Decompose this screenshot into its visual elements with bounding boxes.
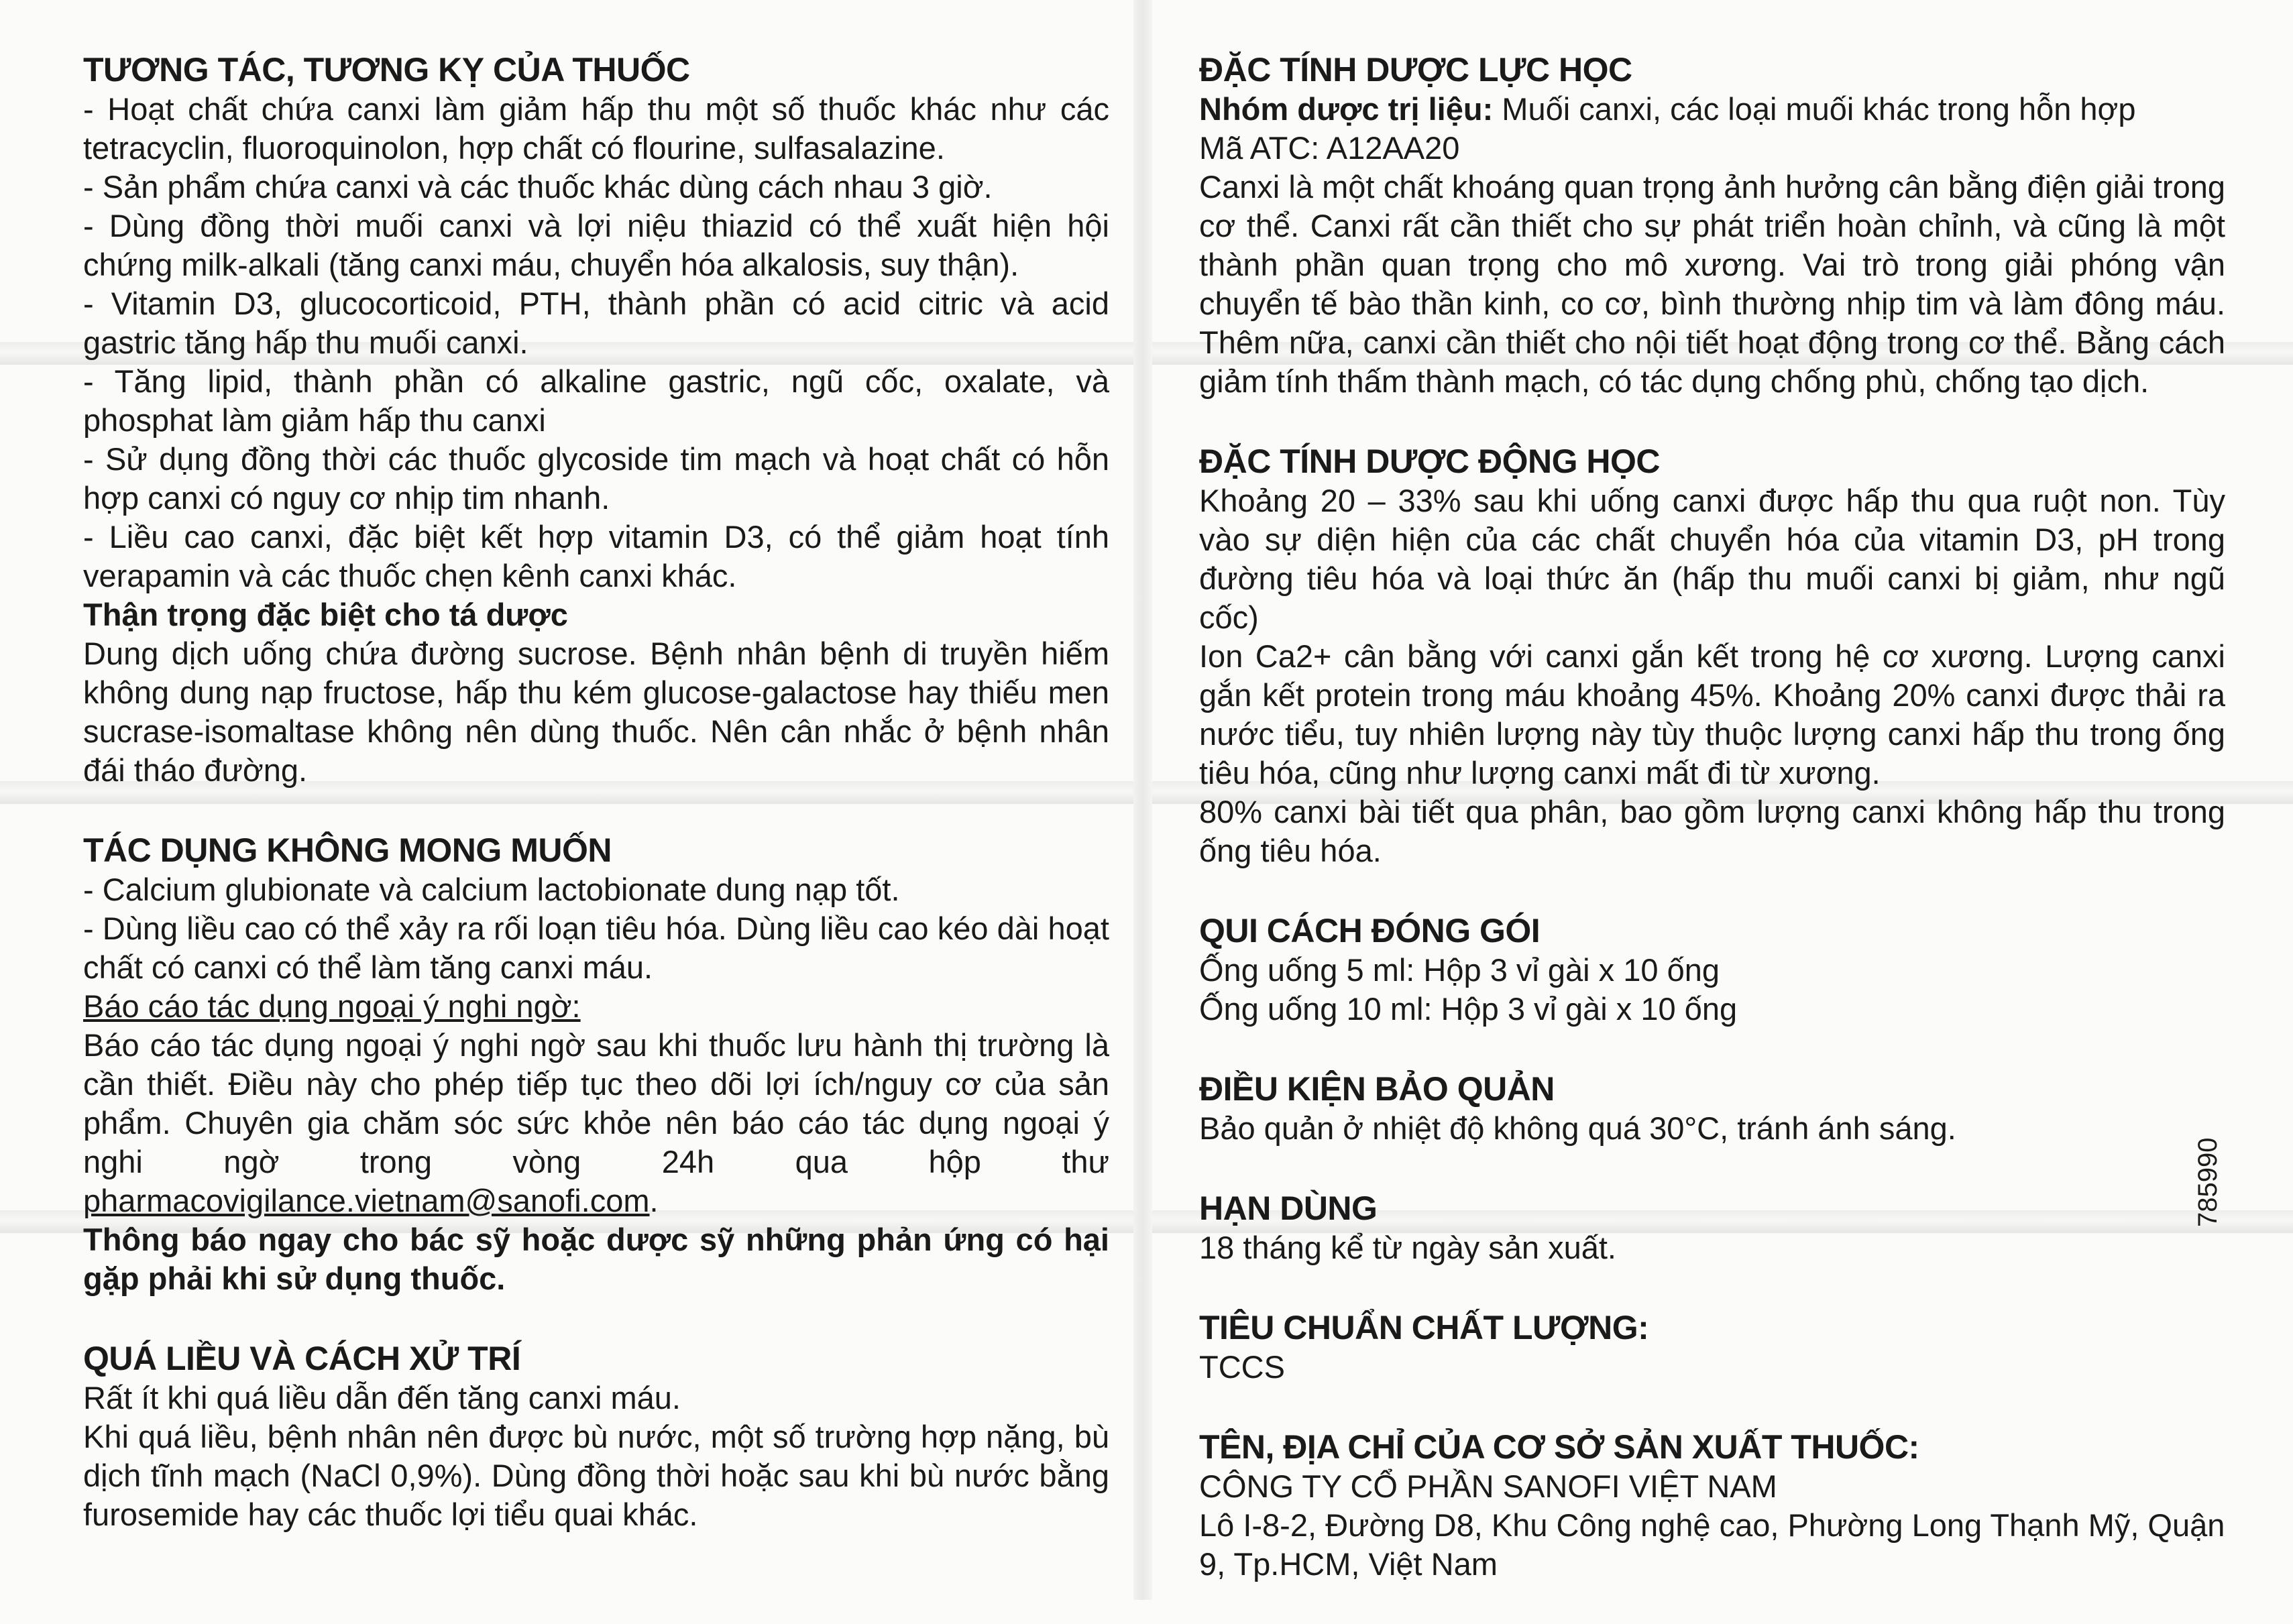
storage-text: Bảo quản ở nhiệt độ không quá 30°C, tránh ánh sáng. [1199, 1110, 1956, 1146]
section-heading: QUI CÁCH ĐÓNG GÓI [1199, 912, 1541, 949]
section-heading: ĐIỀU KIỆN BẢO QUẢN [1199, 1070, 1555, 1108]
report-end: . [649, 1183, 659, 1218]
therapeutic-group [1199, 90, 2225, 129]
section-quality-standard [1199, 1308, 2225, 1387]
interaction-item: - Sử dụng đồng thời các thuốc glycoside tim mạch và hoạt chất có hỗn hợp canxi có nguy cơ nhịp tim nhanh. [83, 441, 1109, 516]
section-heading: HẠN DÙNG [1199, 1190, 1378, 1227]
interaction-item: - Vitamin D3, glucocorticoid, PTH, thành phần có acid citric và acid gastric tăng hấp thu muối canxi. [83, 286, 1109, 360]
section-adverse-effects [83, 830, 1109, 1298]
interaction-item: - Dùng đồng thời muối canxi và lợi niệu thiazid có thể xuất hiện hội chứng milk-alkali (tăng canxi máu, chuyển hóa alkalosis, suy thận). [83, 208, 1109, 282]
pharmacokinetics-text: Ion Ca2+ cân bằng với canxi gắn kết trong hệ cơ xương. Lượng canxi gắn kết protein trong máu khoảng 45%. Khoảng 20% canxi được thải ra nước tiểu, tuy nhiên lượng này tùy thuộc lượng canxi hấp thu trong ống tiêu hóa, cũng như lượng canxi mất đi từ xương. [1199, 638, 2225, 791]
quality-text: TCCS [1199, 1349, 1285, 1385]
section-interactions [83, 50, 1109, 790]
interaction-item: - Hoạt chất chứa canxi làm giảm hấp thu một số thuốc khác như các tetracyclin, fluoroquinolon, hợp chất có flourine, sulfasalazine. [83, 91, 1109, 166]
section-storage [1199, 1069, 2225, 1148]
excipient-caution-heading: Thận trọng đặc biệt cho tá dược [83, 597, 568, 632]
interaction-item: - Sản phẩm chứa canxi và các thuốc khác dùng cách nhau 3 giờ. [83, 169, 993, 205]
interaction-item: - Liều cao canxi, đặc biệt kết hợp vitamin D3, có thể giảm hoạt tính verapamin và các thuốc chẹn kênh canxi khác. [83, 519, 1109, 593]
right-column [1199, 50, 2225, 1624]
packaging-line: Ống uống 5 ml: Hộp 3 vỉ gài x 10 ống [1199, 952, 1720, 988]
section-heading: TIÊU CHUẨN CHẤT LƯỢNG: [1199, 1309, 1649, 1346]
excipient-caution-text: Dung dịch uống chứa đường sucrose. Bệnh nhân bệnh di truyền hiếm không dung nạp fructose, hấp thu kém glucose-galactose hay thiếu men sucrase-isomaltase không nên dùng thuốc. Nên cân nhắc ở bệnh nhân đái tháo đường. [83, 636, 1109, 788]
atc-code: Mã ATC: A12AA20 [1199, 130, 1460, 166]
section-heading: QUÁ LIỀU VÀ CÁCH XỬ TRÍ [83, 1340, 521, 1377]
overdose-text: Khi quá liều, bệnh nhân nên được bù nước, một số trường hợp nặng, bù dịch tĩnh mạch (NaCl 0,9%). Dùng đồng thời hoặc sau khi bù nước bằng furosemide hay các thuốc lợi tiểu quai khác. [83, 1419, 1109, 1532]
interaction-item: - Tăng lipid, thành phần có alkaline gastric, ngũ cốc, oxalate, và phosphat làm giảm hấp thu canxi [83, 363, 1109, 438]
therapeutic-group-label: Nhóm dược trị liệu: [1199, 91, 1494, 127]
report-heading: Báo cáo tác dụng ngoại ý nghi ngờ: [83, 988, 581, 1024]
section-heading: ĐẶC TÍNH DƯỢC LỰC HỌC [1199, 51, 1632, 89]
manufacturer-address: Lô I-8-2, Đường D8, Khu Công nghệ cao, Phường Long Thạnh Mỹ, Quận 9, Tp.HCM, Việt Nam [1199, 1507, 2225, 1582]
document-code: 785990 [2193, 1137, 2223, 1227]
pharmacokinetics-text: Khoảng 20 – 33% sau khi uống canxi được hấp thu qua ruột non. Tùy vào sự diện hiện của các chất chuyển hóa của vitamin D3, pH trong đường tiêu hóa và loại thức ăn (hấp thu muối canxi bị giảm, như ngũ cốc) [1199, 483, 2225, 635]
adverse-item: - Dùng liều cao có thể xảy ra rối loạn tiêu hóa. Dùng liều cao kéo dài hoạt chất có canxi có thể làm tăng canxi máu. [83, 911, 1109, 985]
section-heading: TƯƠNG TÁC, TƯƠNG KỴ CỦA THUỐC [83, 51, 690, 89]
shelf-life-text: 18 tháng kể từ ngày sản xuất. [1199, 1230, 1616, 1265]
overdose-text: Rất ít khi quá liều dẫn đến tăng canxi máu. [83, 1380, 681, 1415]
section-shelf-life [1199, 1188, 2225, 1267]
paper-center-fold [1133, 0, 1152, 1600]
section-manufacturer [1199, 1427, 2225, 1584]
packaging-line: Ống uống 10 ml: Hộp 3 vỉ gài x 10 ống [1199, 991, 1738, 1027]
report-text [83, 1026, 1109, 1220]
pharmacodynamics-text: Canxi là một chất khoáng quan trọng ảnh hưởng cân bằng điện giải trong cơ thể. Canxi rất cần thiết cho sự phát triển hoàn chỉnh, và cũng là một thành phần quan trọng cho mô xương. Vai trò trong giải phóng vận chuyển tế bào thần kinh, co cơ, bình thường nhịp tim và làm đông máu. Thêm nữa, canxi cần thiết cho nội tiết hoạt động trong cơ thể. Bằng cách giảm tính thấm thành mạch, có tác dụng chống phù, chống tạo dịch. [1199, 169, 2225, 399]
section-pharmacodynamics [1199, 50, 2225, 401]
section-heading: TÊN, ĐỊA CHỈ CỦA CƠ SỞ SẢN XUẤT THUỐC: [1199, 1428, 1919, 1466]
manufacturer-company: CÔNG TY CỔ PHẦN SANOFI VIỆT NAM [1199, 1468, 1777, 1504]
report-email-link[interactable]: pharmacovigilance.vietnam@sanofi.com [83, 1183, 650, 1218]
section-pharmacokinetics [1199, 441, 2225, 870]
notify-text: Thông báo ngay cho bác sỹ hoặc dược sỹ những phản ứng có hại gặp phải khi sử dụng thuốc. [83, 1222, 1109, 1296]
section-packaging [1199, 911, 2225, 1029]
section-heading: TÁC DỤNG KHÔNG MONG MUỐN [83, 831, 612, 869]
pharmacokinetics-text: 80% canxi bài tiết qua phân, bao gồm lượng canxi không hấp thu trong ống tiêu hóa. [1199, 794, 2225, 868]
left-column [83, 50, 1109, 1574]
therapeutic-group-value: Muối canxi, các loại muối khác trong hỗn hợp [1493, 91, 2136, 127]
report-body: Báo cáo tác dụng ngoại ý nghi ngờ sau khi thuốc lưu hành thị trường là cần thiết. Điều này cho phép tiếp tục theo dõi lợi ích/nguy cơ của sản phẩm. Chuyên gia chăm sóc sức khỏe nên báo cáo tác dụng ngoại ý nghi ngờ trong vòng 24h qua hộp thư [83, 1027, 1109, 1179]
adverse-item: - Calcium glubionate và calcium lactobionate dung nạp tốt. [83, 872, 900, 907]
section-heading: ĐẶC TÍNH DƯỢC ĐỘNG HỌC [1199, 443, 1660, 480]
section-overdose [83, 1338, 1109, 1534]
